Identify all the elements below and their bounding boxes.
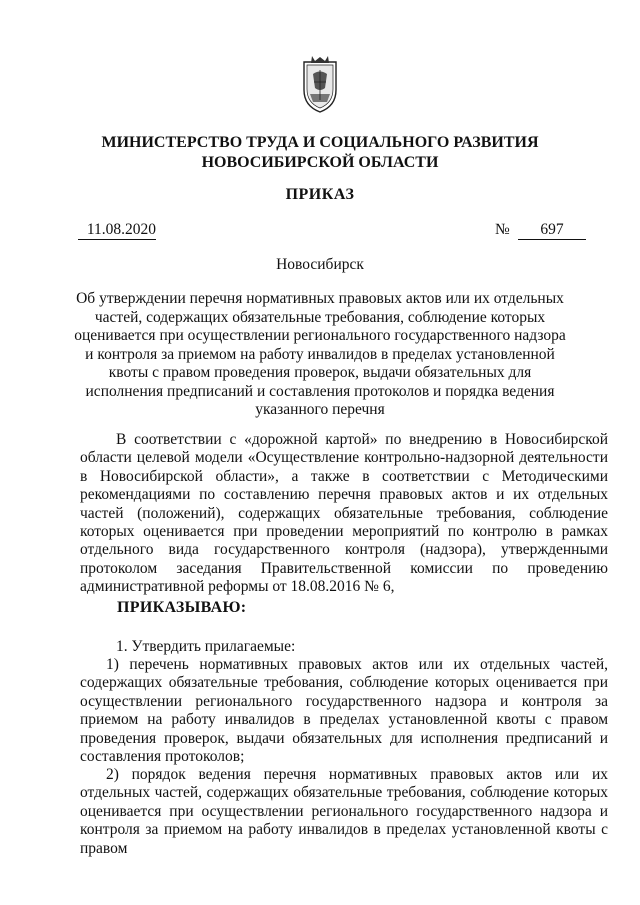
ministry-name-line2: НОВОСИБИРСКОЙ ОБЛАСТИ	[201, 154, 439, 171]
ministry-name-line1: МИНИСТЕРСТВО ТРУДА И СОЦИАЛЬНОГО РАЗВИТИЯ	[101, 134, 539, 151]
ministry-name	[60, 133, 580, 173]
preamble-paragraph: В соответствии с «дорожной картой» по внедрению в Новосибирской области целевой модели «Осуществление контрольно-надзорной деятельности в Новосибирской области», а также в соответствии с Методическими рекомендациями по составлению перечня правовых актов и их отдельных частей (положений), содержащих обязательные требования, соблюдение которых оценивается при проведении мероприятий по контролю в рамках отдельного вида государственного контроля (надзора), утвержденными протоколом заседания Правительственной комиссии по проведению административной реформы от 18.08.2016 № 6,	[80, 431, 608, 596]
order-date: 11.08.2020	[78, 221, 156, 240]
order-title: ПРИКАЗ	[285, 186, 355, 203]
city-name: Новосибирск	[276, 256, 364, 273]
number-sign: №	[495, 221, 510, 238]
sub-item-2: 2) порядок ведения перечня нормативных правовых актов или их отдельных частей, содержащих обязательные требования, соблюдение которых оценивается при осуществлении регионального государственного надзора и контроля за приемом на работу инвалидов в пределах установленной квоты с правом	[80, 766, 608, 857]
sub-item-1: 1) перечень нормативных правовых актов или их отдельных частей, содержащих обязательные требования, соблюдение которых оценивается при осуществлении регионального государственного надзора и контроля за приемом на работу инвалидов в пределах установленной квоты с правом проведения проверок, выдачи обязательных для исполнения предписаний и составления протоколов;	[80, 656, 608, 766]
order-subject: Об утверждении перечня нормативных правовых актов или их отдельных частей, содержащих обязательные требования, соблюдение которых оценивается при осуществлении регионального государственного надзора и контроля за приемом на работу инвалидов в пределах установленной квоты с правом проведения проверок, выдачи обязательных для исполнения предписаний и составления протоколов и порядка ведения указанного перечня	[74, 290, 566, 418]
order-number: 697	[518, 221, 586, 240]
decree-heading: ПРИКАЗЫВАЮ:	[117, 599, 247, 616]
coat-of-arms-emblem	[300, 56, 340, 114]
item-1: 1. Утвердить прилагаемые:	[116, 638, 296, 655]
